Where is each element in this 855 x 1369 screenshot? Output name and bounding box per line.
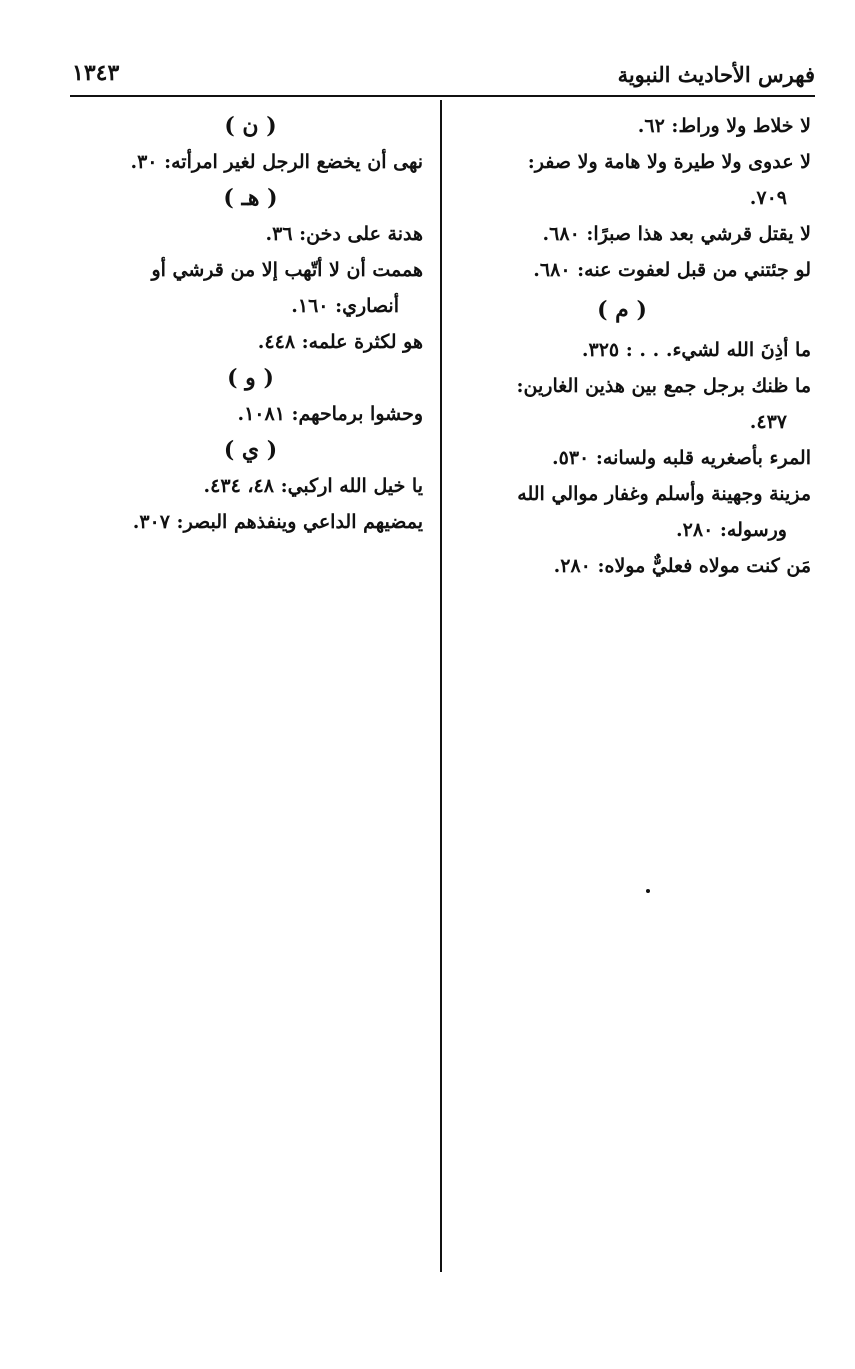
right-column	[433, 108, 811, 584]
letter-heading-noon: ( ن )	[224, 113, 277, 139]
index-entry: ما ظنك برجل جمع بين هذين الغارين:	[516, 375, 811, 397]
index-entry: لا خلاط ولا وراط: ٦٢.	[637, 115, 811, 137]
stray-dot	[646, 889, 650, 893]
index-entry: نهى أن يخضع الرجل لغير امرأته: ٣٠.	[130, 151, 423, 173]
index-entry: يا خيل الله اركبي: ٤٨، ٤٣٤.	[203, 475, 423, 497]
index-entry-continuation: ٤٣٧.	[749, 411, 787, 433]
index-entry: لو جئتني من قبل لعفوت عنه: ٦٨٠.	[533, 259, 811, 281]
index-entry: هممت أن لا أتّهب إلا من قرشي أو	[151, 259, 423, 281]
index-entry-continuation: أنصاري: ١٦٠.	[291, 295, 399, 317]
index-entry-continuation: ٧٠٩.	[749, 187, 787, 209]
letter-heading-meem: ( م )	[597, 297, 647, 323]
index-entry: هدنة على دخن: ٣٦.	[265, 223, 423, 245]
letter-heading-ha: ( هـ )	[223, 185, 278, 211]
index-entry: يمضيهم الداعي وينفذهم البصر: ٣٠٧.	[132, 511, 423, 533]
index-entry: مَن كنت مولاه فعليٌّ مولاه: ٢٨٠.	[553, 555, 811, 577]
header-rule	[70, 95, 815, 97]
page-number: ١٣٤٣	[72, 60, 120, 86]
index-entry: ما أذِنَ الله لشيء. . . : ٣٢٥.	[581, 339, 811, 361]
letter-heading-waw: ( و )	[227, 365, 274, 391]
index-entry: لا عدوى ولا طيرة ولا هامة ولا صفر:	[527, 151, 811, 173]
index-entry-continuation: ورسوله: ٢٨٠.	[676, 519, 787, 541]
letter-heading-ya: ( ي )	[223, 437, 278, 463]
page-title: فهرس الأحاديث النبوية	[617, 62, 815, 87]
index-entry: وحشوا برماحهم: ١٠٨١.	[237, 403, 423, 425]
index-entry: هو لكثرة علمه: ٤٤٨.	[257, 331, 423, 353]
index-entry: المرء بأصغريه قلبه ولسانه: ٥٣٠.	[552, 447, 811, 469]
index-entry: مزينة وجهينة وأسلم وغفار موالي الله	[517, 483, 811, 505]
left-column	[78, 108, 423, 540]
index-entry: لا يقتل قرشي بعد هذا صبرًا: ٦٨٠.	[542, 223, 811, 245]
